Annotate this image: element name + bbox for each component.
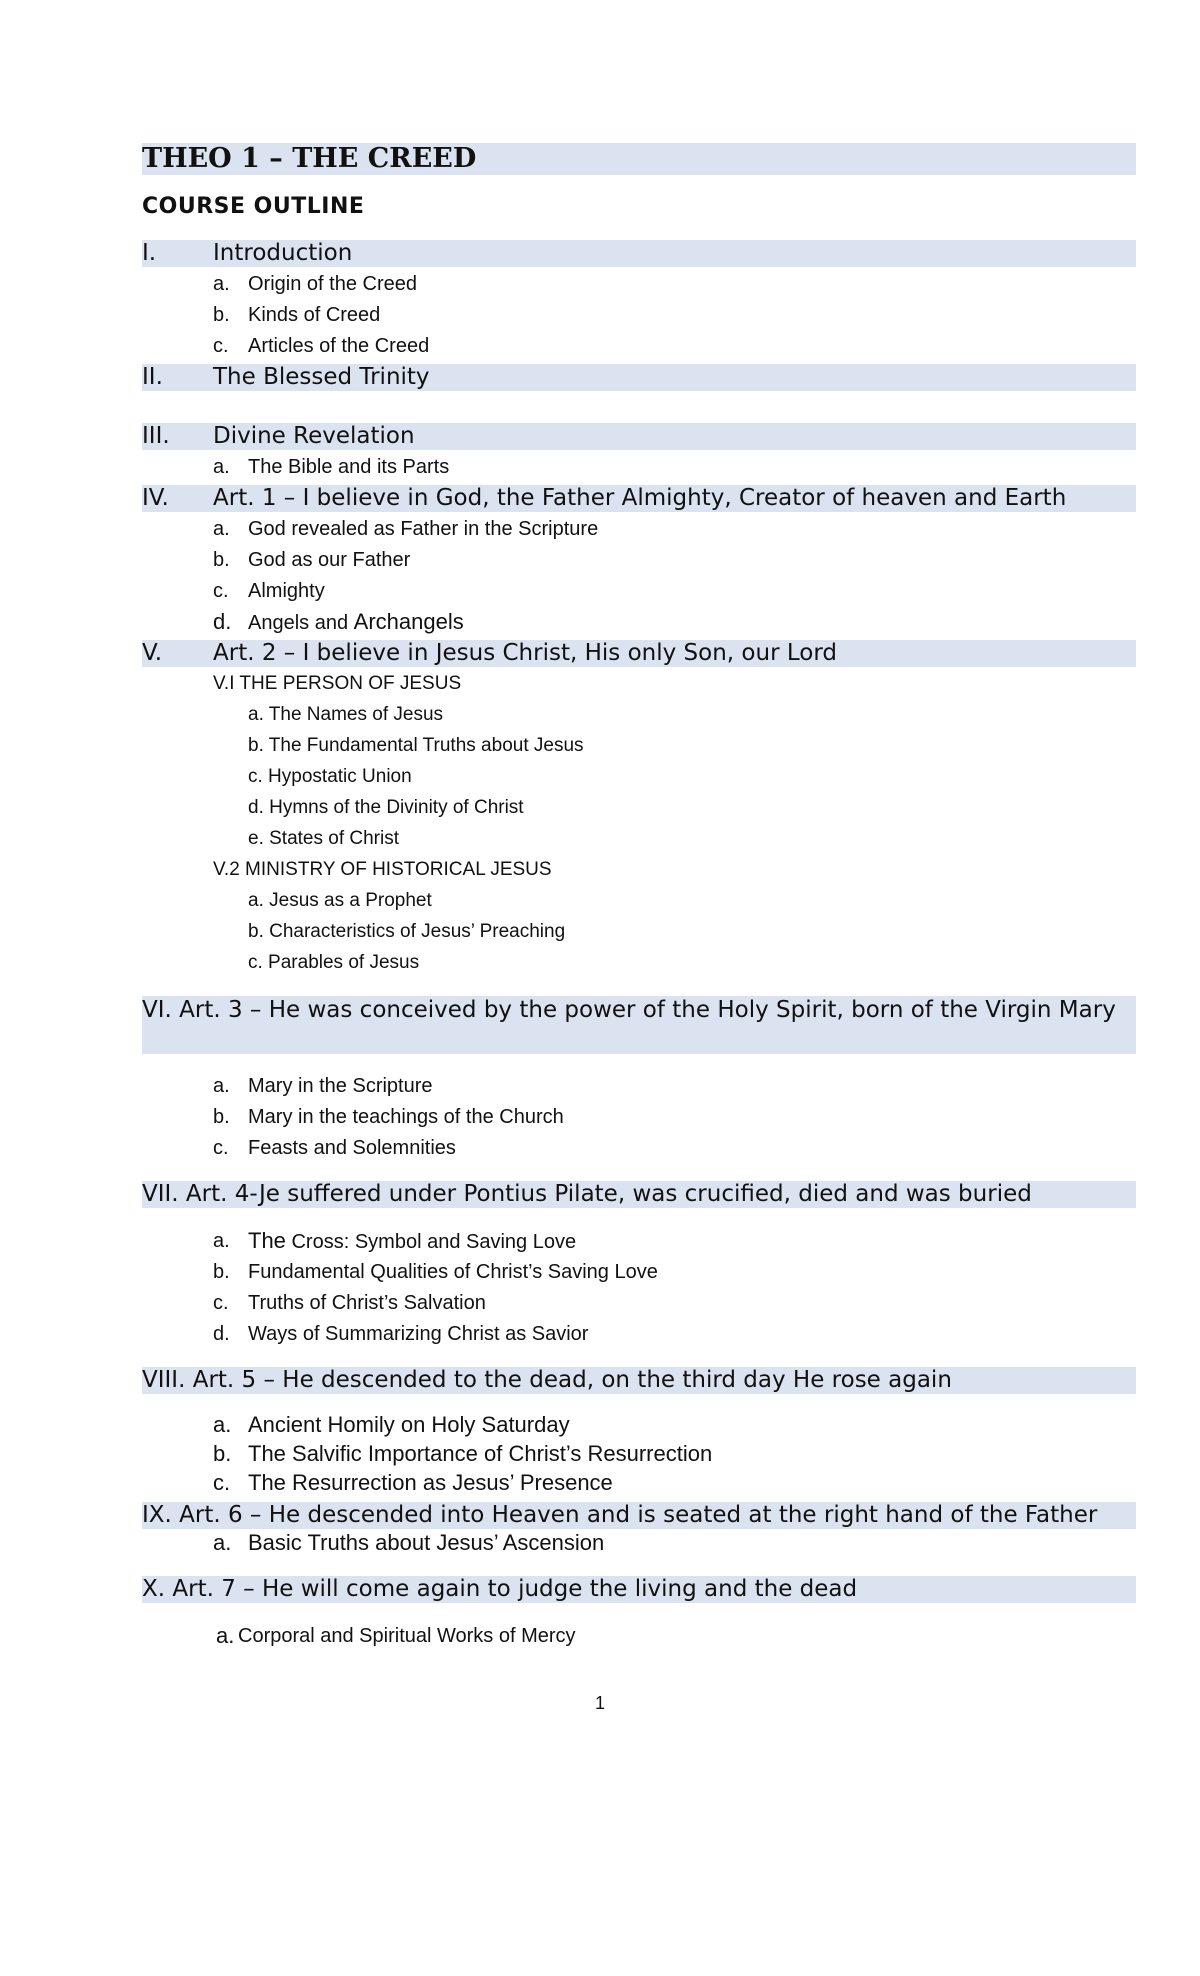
- section-heading-4: [142, 485, 1136, 512]
- item-text: The Resurrection as Jesus’ Presence: [248, 1470, 613, 1495]
- item-marker: b.: [213, 304, 230, 326]
- subsection-heading: V.2 MINISTRY OF HISTORICAL JESUS: [213, 859, 552, 880]
- item-marker: c.: [213, 580, 229, 602]
- section-title: Divine Revelation: [213, 423, 415, 449]
- item-text: Mary in the Scripture: [248, 1075, 433, 1097]
- item-text: Basic Truths about Jesus’ Ascension: [248, 1530, 605, 1555]
- section-heading-10: X. Art. 7 – He will come again to judge the living and the dead: [142, 1576, 1136, 1603]
- item-text: Corporal and Spiritual Works of Mercy: [238, 1625, 576, 1647]
- item-text: Feasts and Solemnities: [248, 1137, 456, 1159]
- item-text: Origin of the Creed: [248, 273, 417, 295]
- item-marker: c.: [213, 1292, 229, 1314]
- item-marker: c.: [213, 1470, 231, 1495]
- item-text: The Bible and its Parts: [248, 456, 450, 478]
- section-heading-3: [142, 423, 1136, 450]
- subsection-item: a. Jesus as a Prophet: [248, 890, 432, 911]
- section-number: IV.: [142, 485, 169, 511]
- item-marker: b.: [213, 549, 230, 571]
- subsection-item: d. Hymns of the Divinity of Christ: [248, 797, 524, 818]
- subsection-item: c. Hypostatic Union: [248, 766, 412, 787]
- item-marker: c.: [213, 335, 229, 357]
- item-text: [248, 1228, 576, 1255]
- section-title: The Blessed Trinity: [213, 364, 430, 390]
- item-marker: a.: [213, 1530, 232, 1555]
- item-marker: a.: [213, 1230, 230, 1252]
- item-marker: d.: [213, 609, 232, 634]
- subsection-item: b. Characteristics of Jesus’ Preaching: [248, 921, 566, 942]
- item-text: The Salvific Importance of Christ’s Resurrection: [248, 1441, 713, 1466]
- item-text: Mary in the teachings of the Church: [248, 1106, 564, 1128]
- section-number: III.: [142, 423, 170, 449]
- page-number: 1: [594, 1693, 605, 1713]
- section-heading-2: [142, 364, 1136, 391]
- item-text: Ways of Summarizing Christ as Savior: [248, 1323, 589, 1345]
- item-text: Truths of Christ’s Salvation: [248, 1292, 486, 1314]
- item-marker: a.: [213, 273, 230, 295]
- subsection-item: c. Parables of Jesus: [248, 952, 420, 973]
- item-marker: b.: [213, 1106, 230, 1128]
- section-number: V.: [142, 640, 163, 666]
- item-marker: a.: [213, 1412, 232, 1437]
- section-heading-5: [142, 640, 1136, 667]
- item-text: Articles of the Creed: [248, 335, 430, 357]
- item-marker: a.: [216, 1623, 235, 1648]
- subsection-heading: V.I THE PERSON OF JESUS: [213, 673, 462, 694]
- item-text-part: Angels and: [248, 612, 349, 634]
- item-marker: a.: [213, 518, 230, 540]
- section-number: I.: [142, 240, 157, 266]
- section-title: Art. 1 – I believe in God, the Father Almighty, Creator of heaven and Earth: [213, 485, 1067, 511]
- item-text-part: Archangels: [353, 609, 464, 634]
- section-title: Art. 2 – I believe in Jesus Christ, His only Son, our Lord: [213, 640, 837, 666]
- item-text-part: The: [248, 1228, 286, 1253]
- item-marker: c.: [213, 1137, 229, 1159]
- item-text: Fundamental Qualities of Christ’s Saving Love: [248, 1261, 658, 1283]
- section-heading-8: VIII. Art. 5 – He descended to the dead, on the third day He rose again: [142, 1367, 1136, 1394]
- section-number: II.: [142, 364, 163, 390]
- item-marker: a.: [213, 1075, 230, 1097]
- subsection-item: a. The Names of Jesus: [248, 704, 444, 725]
- item-text: God revealed as Father in the Scripture: [248, 518, 599, 540]
- section-heading-6: VI. Art. 3 – He was conceived by the power of the Holy Spirit, born of the Virgin Mary: [142, 996, 1136, 1054]
- section-heading-9: IX. Art. 6 – He descended into Heaven and is seated at the right hand of the Father: [142, 1502, 1136, 1529]
- item-marker: d.: [213, 1323, 230, 1345]
- item-text-part: Cross: Symbol and Saving Love: [291, 1231, 577, 1253]
- document-title: THEO 1 – THE CREED: [142, 143, 1136, 175]
- document-subtitle: COURSE OUTLINE: [142, 194, 365, 219]
- item-text: Almighty: [248, 580, 325, 602]
- section-heading-7: VII. Art. 4-Je suffered under Pontius Pilate, was crucified, died and was buried: [142, 1181, 1136, 1208]
- item-text: God as our Father: [248, 549, 411, 571]
- section-title: Introduction: [213, 240, 353, 266]
- subsection-item: b. The Fundamental Truths about Jesus: [248, 735, 584, 756]
- section-heading-1: [142, 240, 1136, 267]
- item-text: [248, 609, 464, 636]
- item-marker: b.: [213, 1441, 232, 1466]
- item-marker: b.: [213, 1261, 230, 1283]
- item-text: Ancient Homily on Holy Saturday: [248, 1412, 570, 1437]
- item-marker: a.: [213, 456, 230, 478]
- item-text: Kinds of Creed: [248, 304, 381, 326]
- subsection-item: e. States of Christ: [248, 828, 400, 849]
